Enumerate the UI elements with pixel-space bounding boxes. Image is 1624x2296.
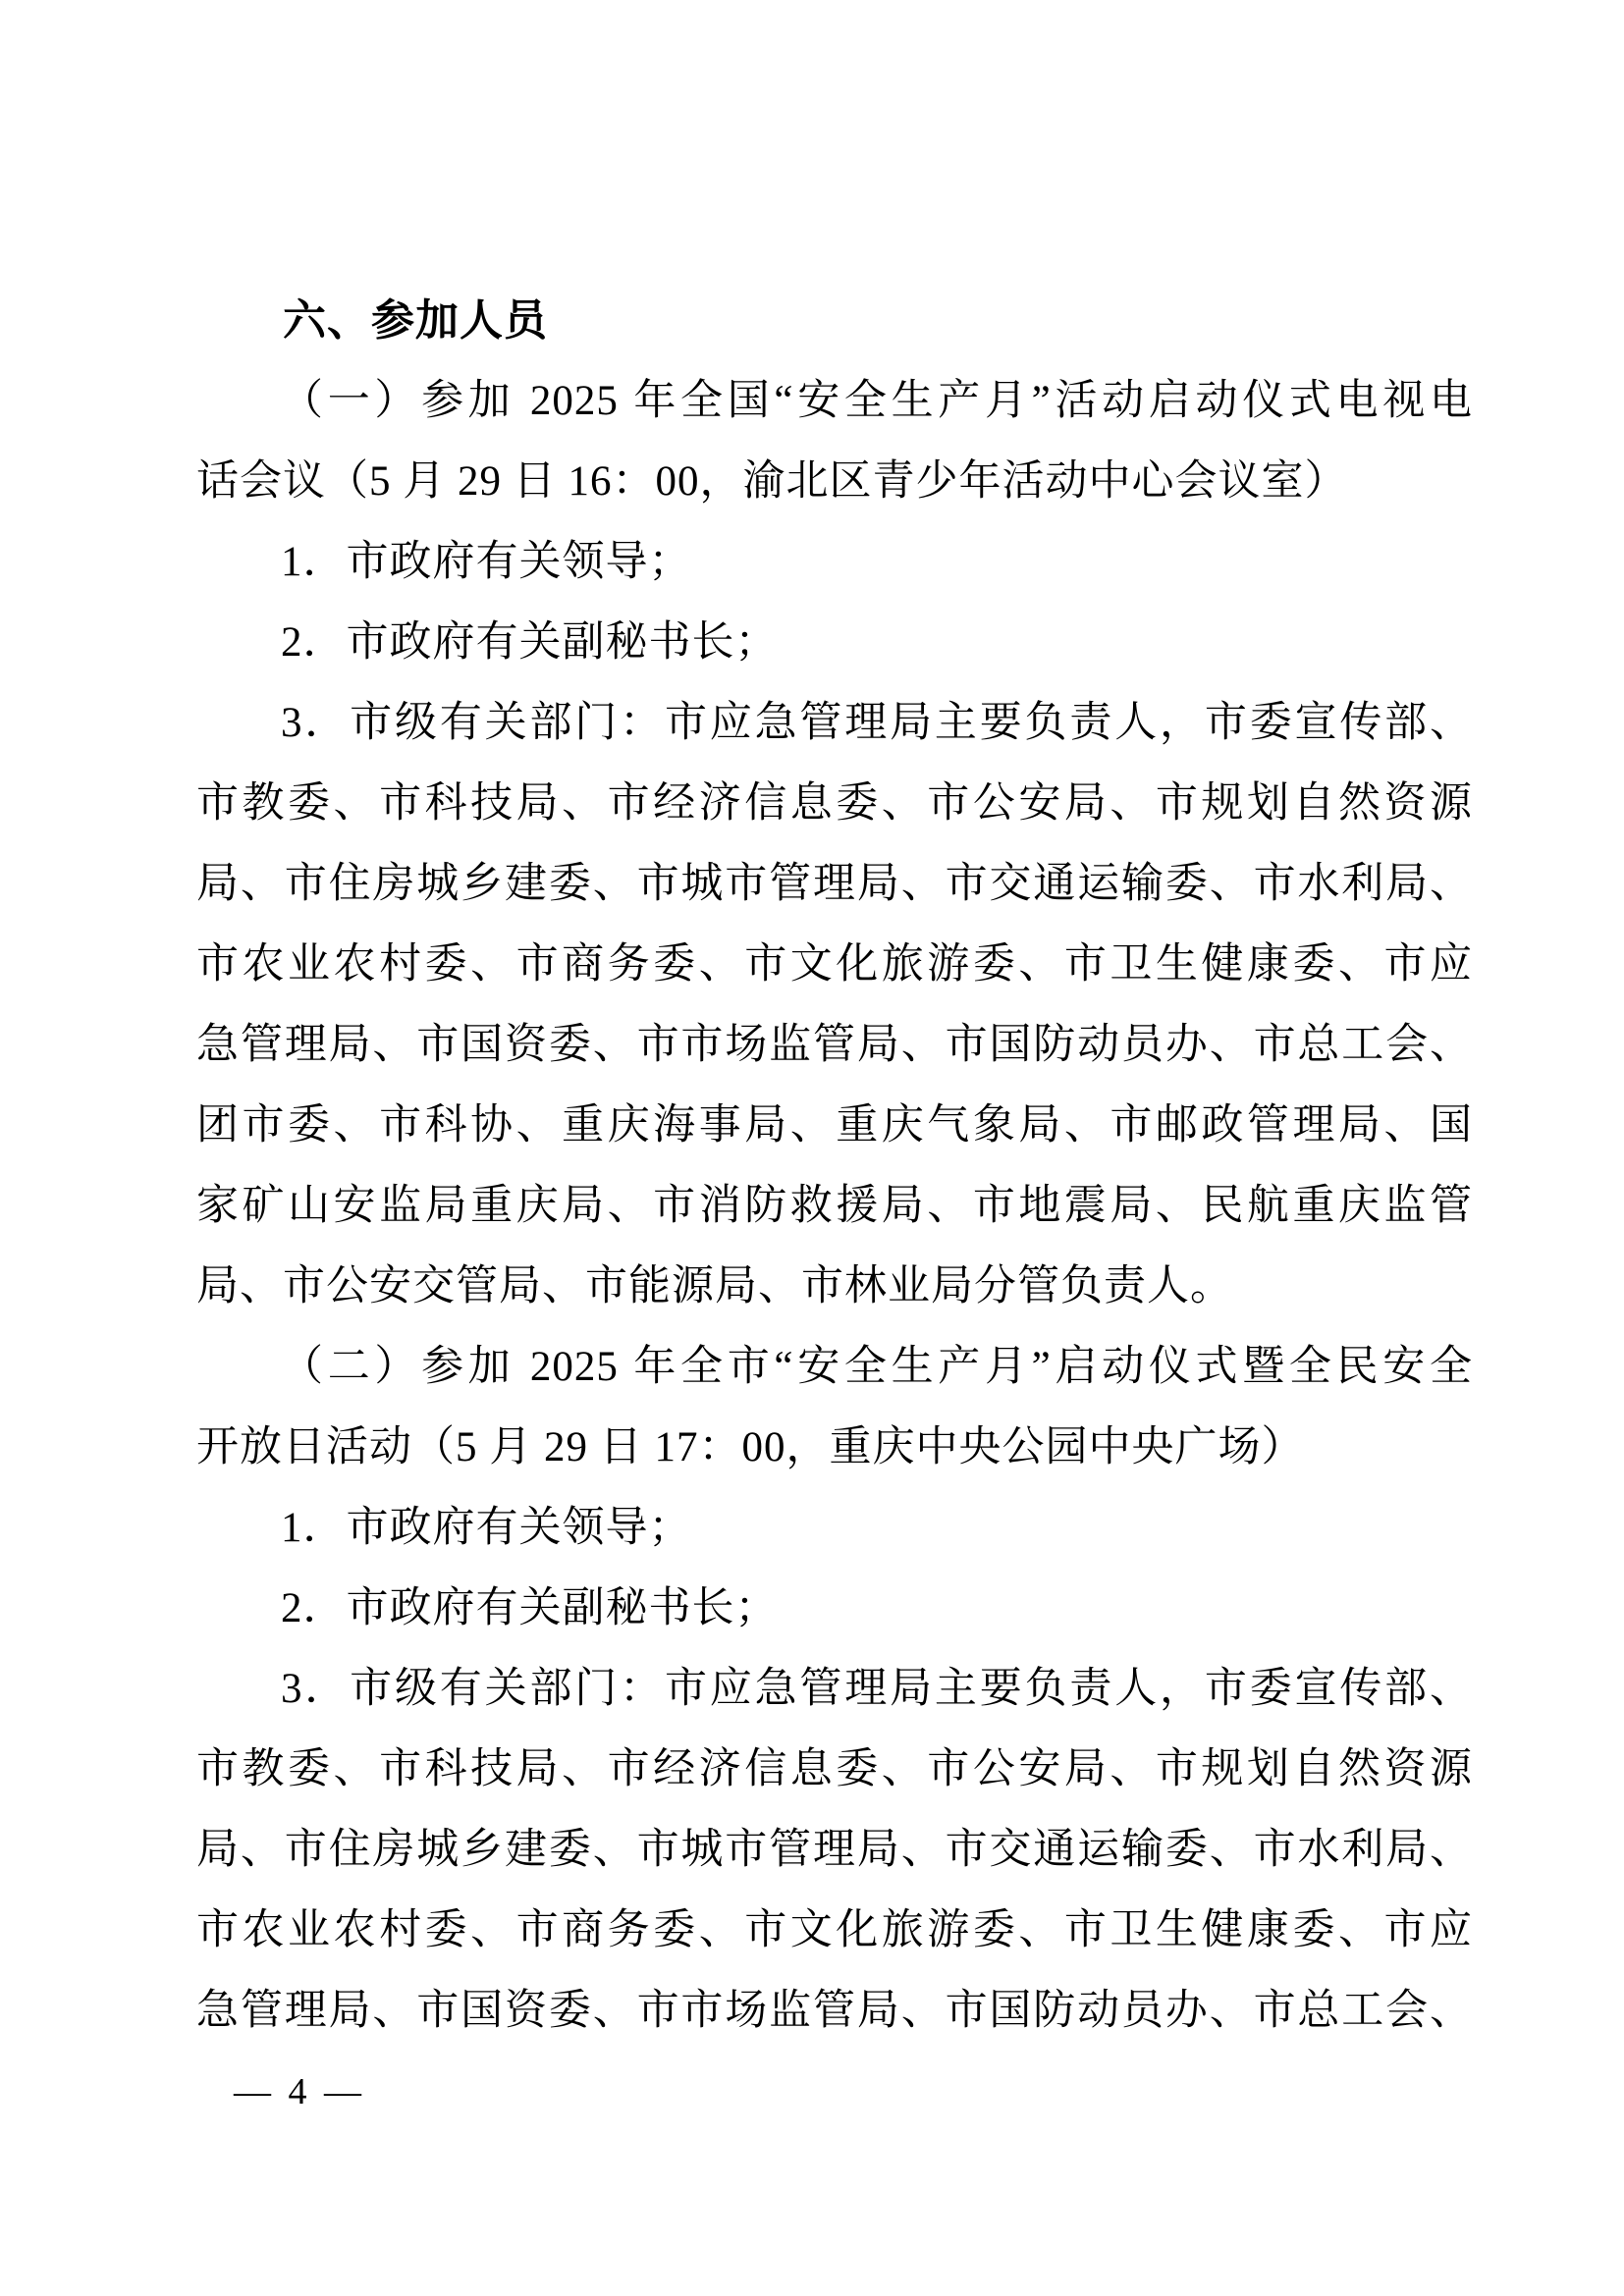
- text-line: （一）参加 2025 年全国“安全生产月”活动启动仪式电视电: [281, 378, 1473, 424]
- text-line: 开放日活动（5 月 29 日 17：00，重庆中央公园中央广场）: [196, 1424, 1305, 1470]
- text-line: 1．市政府有关领导；: [281, 1505, 692, 1551]
- text-line: 市农业农村委、市商务委、市文化旅游委、市卫生健康委、市应: [196, 941, 1473, 988]
- page-number: — 4 —: [234, 2071, 365, 2112]
- text-line: 局、市住房城乡建委、市城市管理局、市交通运输委、市水利局、: [196, 861, 1473, 907]
- text-line: 市农业农村委、市商务委、市文化旅游委、市卫生健康委、市应: [196, 1907, 1473, 1953]
- text-line: 急管理局、市国资委、市市场监管局、市国防动员办、市总工会、: [196, 1988, 1473, 2034]
- text-line: 急管理局、市国资委、市市场监管局、市国防动员办、市总工会、: [196, 1022, 1473, 1068]
- text-line: 2．市政府有关副秘书长；: [281, 619, 779, 666]
- text-line: 1．市政府有关领导；: [281, 539, 692, 585]
- text-line: 团市委、市科协、重庆海事局、重庆气象局、市邮政管理局、国: [196, 1102, 1473, 1148]
- text-line: 局、市公安交管局、市能源局、市林业局分管负责人。: [196, 1263, 1233, 1309]
- text-line: 3．市级有关部门：市应急管理局主要负责人，市委宣传部、: [281, 700, 1473, 746]
- text-line: 话会议（5 月 29 日 16：00，渝北区青少年活动中心会议室）: [196, 458, 1348, 505]
- text-line: 市教委、市科技局、市经济信息委、市公安局、市规划自然资源: [196, 780, 1473, 827]
- text-lines-container: [196, 361, 1473, 2052]
- text-line: 家矿山安监局重庆局、市消防救援局、市地震局、民航重庆监管: [196, 1183, 1473, 1229]
- text-line: （二）参加 2025 年全市“安全生产月”启动仪式暨全民安全: [281, 1344, 1473, 1390]
- section-heading: 六、参加人员: [283, 296, 548, 345]
- text-line: 局、市住房城乡建委、市城市管理局、市交通运输委、市水利局、: [196, 1827, 1473, 1873]
- text-line: 3．市级有关部门：市应急管理局主要负责人，市委宣传部、: [281, 1666, 1473, 1712]
- text-line: 2．市政府有关副秘书长；: [281, 1585, 779, 1631]
- text-line: 市教委、市科技局、市经济信息委、市公安局、市规划自然资源: [196, 1746, 1473, 1792]
